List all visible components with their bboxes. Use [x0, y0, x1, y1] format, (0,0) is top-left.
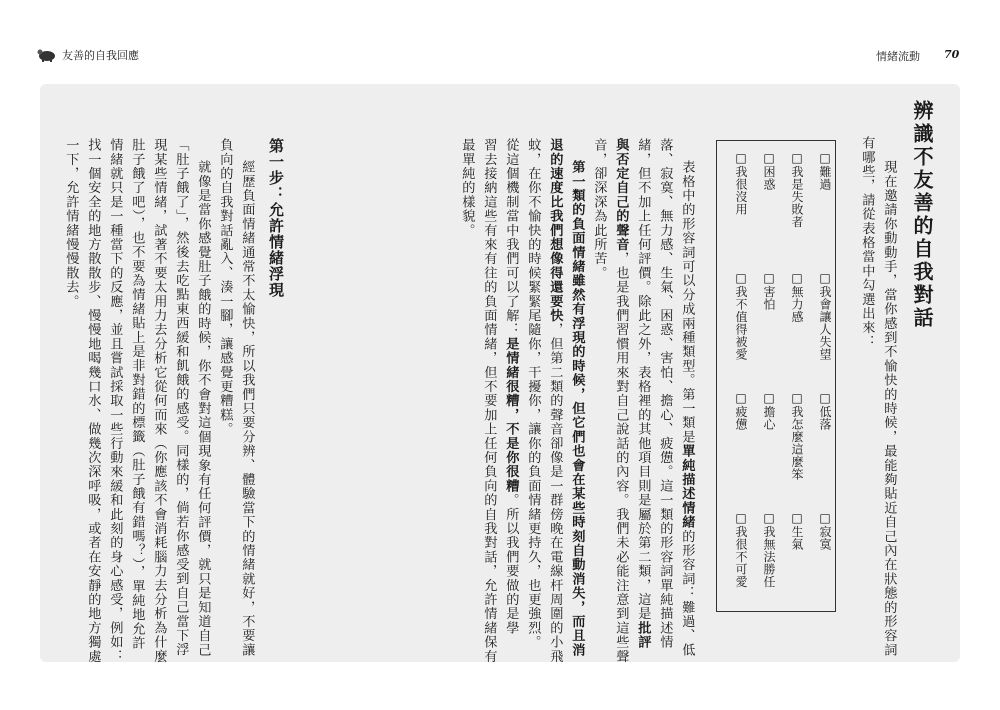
body-line: 退的速度比我們想像得還要快，但第二類的聲音卻像是一群傍晚在電線杆周圍的小飛 — [547, 138, 563, 664]
body-line: 就像是當你感覺肚子餓的時候，你不會對這個現象有任何評價，就只是知道自己 — [195, 160, 211, 657]
body-line: 從這個機制當中我們可以了解：是情緒很糟，不是你很糟。所以我們要做的是學 — [503, 138, 519, 636]
table-cell[interactable]: □我會讓人失望 — [818, 271, 832, 361]
table-cell[interactable]: □我怎麼這麼笨 — [790, 391, 804, 481]
body-line: 肚子餓了吧），也不要為情緒貼上是非對錯的標籤（肚子餓有錯嗎？），單純地允許 — [129, 138, 145, 651]
body-line: 緒，但不加上任何評價。除此之外，表格裡的其他項目則是屬於第二類，這是批評 — [635, 138, 651, 650]
emotion-checklist-table — [716, 140, 836, 612]
intro-line-1: 現在邀請你動動手，當你感到不愉快的時候，最能夠貼近自己內在狀態的形容詞 — [881, 160, 897, 657]
body-line: 現某些情緒，試著不要太用力去分析它從何而來（你應該不會消耗腦力去分析為什麼 — [151, 138, 167, 664]
body-line: 找一個安全的地方散散步、慢慢地喝幾口水、做幾次深呼吸，或者在安靜的地方獨處 — [85, 138, 101, 664]
step-heading: 第一步：允許情緒浮現 — [267, 138, 285, 298]
table-cell[interactable]: □疲憊 — [734, 391, 748, 431]
section-title: 辨識不友善的自我對話 — [910, 100, 934, 330]
body-line: 一下，允許情緒慢慢散去。 — [63, 138, 79, 309]
table-cell[interactable]: □困惑 — [762, 151, 776, 191]
chapter-title: 情緒流動 — [876, 50, 920, 63]
table-cell[interactable]: □我不值得被愛 — [734, 271, 748, 361]
body-line: 負向的自我對話亂入、湊一腳，讓感覺更糟糕。 — [217, 138, 233, 437]
table-cell[interactable]: □我很不可愛 — [734, 511, 748, 588]
page-number: 70 — [944, 48, 960, 61]
table-cell[interactable]: □低落 — [818, 391, 832, 431]
body-line: 第一類的負面情緒雖然有浮現的時候，但它們也會在某些時刻自動消失，而且消 — [569, 160, 585, 657]
sheep-icon — [36, 48, 58, 62]
table-cell[interactable]: □無力感 — [790, 271, 804, 323]
table-cell[interactable]: □難過 — [818, 151, 832, 191]
book-title-header — [36, 47, 139, 63]
body-line: 「肚子餓了」，然後去吃點東西緩和飢餓的感受。同樣的，倘若你感受到自己當下浮 — [173, 138, 189, 657]
running-header — [0, 40, 1000, 74]
body-line: 表格中的形容詞可以分成兩種類型。第一類是單純描述情緒的形容詞：難過、低 — [679, 160, 695, 658]
body-line: 情緒就只是一種當下的反應，並且嘗試採取一些行動來緩和此刻的身心感受，例如： — [107, 138, 123, 664]
table-cell[interactable]: □我是失敗者 — [790, 151, 804, 228]
table-cell[interactable]: □生氣 — [790, 511, 804, 551]
body-line: 音，卻深深為此所苦。 — [591, 138, 607, 280]
body-line: 蚊，在你不愉快的時候緊緊尾隨你，干擾你，讓你的負面情緒更持久，也更強烈。 — [525, 138, 541, 650]
body-line: 經歷負面情緒通常不太愉快，所以我們只要分辨、體驗當下的情緒就好，不要讓 — [239, 160, 255, 657]
table-cell[interactable]: □害怕 — [762, 271, 776, 311]
body-line: 習去接納這些有來有往的負面情緒，但不要加上任何負向的自我對話，允許情緒保有 — [481, 138, 497, 664]
table-cell[interactable]: □我無法勝任 — [762, 511, 776, 588]
body-line: 落、寂寞、無力感、生氣、困惑、害怕、擔心、疲憊。這一類的形容詞單純描述情 — [657, 138, 673, 650]
body-line: 與否定自己的聲音，也是我們習慣用來對自己說話的內容。我們未必能注意到這些聲 — [613, 138, 629, 664]
intro-line-2: 有哪些，請從表格當中勾選出來： — [859, 136, 875, 349]
book-title: 友善的自我回應 — [62, 49, 139, 62]
table-cell[interactable]: □我很沒用 — [734, 151, 748, 216]
body-line: 最單純的樣貌。 — [459, 138, 475, 238]
table-cell[interactable]: □寂寞 — [818, 511, 832, 551]
table-cell[interactable]: □擔心 — [762, 391, 776, 431]
